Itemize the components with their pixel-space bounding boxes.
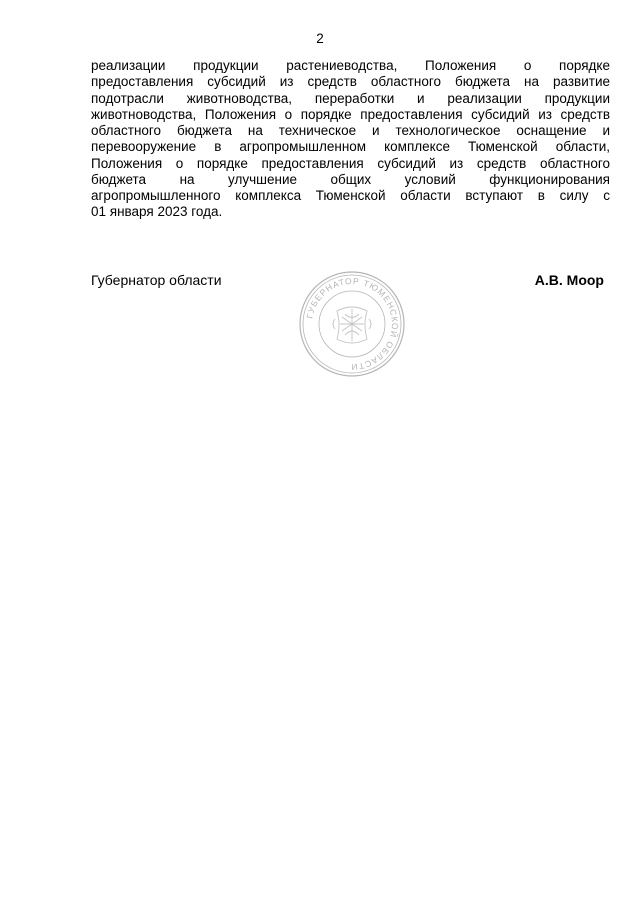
body-paragraph <box>91 58 610 221</box>
text-line: Положения о порядке предоставления субсидий из средств областного <box>91 155 610 171</box>
text-line: предоставления субсидий из средств областного бюджета на развитие <box>91 74 610 90</box>
official-seal-stamp <box>297 269 407 379</box>
seal-emblem <box>333 307 371 343</box>
text-line: животноводства, Положения о порядке предоставления субсидий из средств <box>91 106 610 122</box>
text-line: 01 января 2023 года. <box>91 204 223 220</box>
seal-ring-text: ГУБЕРНАТОР ТЮМЕНСКОЙ ОБЛАСТИ <box>304 275 401 373</box>
text-line: реализации продукции растениеводства, Положения о порядке <box>91 58 610 73</box>
page-number: 2 <box>316 31 324 46</box>
text-line: перевооружение в агропромышленном комплексе Тюменской области, <box>91 139 610 155</box>
signatory-title: Губернатор области <box>91 272 222 288</box>
signatory-name: А.В. Моор <box>534 272 604 288</box>
text-line: агропромышленного комплекса Тюменской области вступают в силу с <box>91 188 610 203</box>
text-line: подотрасли животноводства, переработки и реализации продукции <box>91 90 610 106</box>
text-line: бюджета на улучшение общих условий функционирования <box>91 171 610 187</box>
text-line: областного бюджета на техническое и технологическое оснащение и <box>91 123 610 138</box>
